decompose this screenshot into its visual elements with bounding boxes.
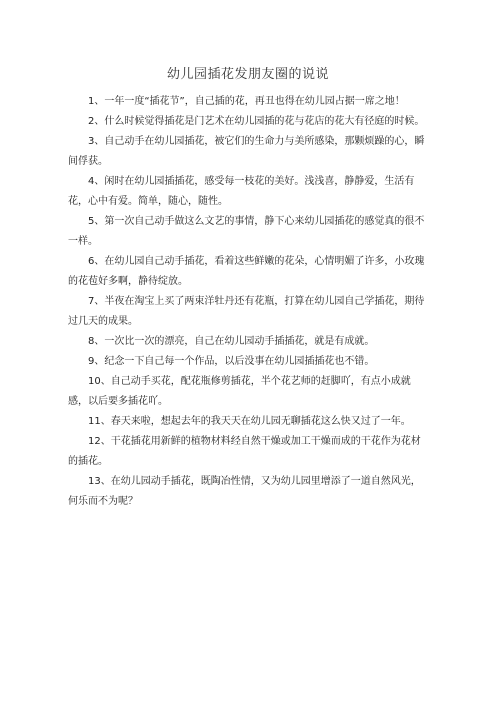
list-item: 3、自己动手在幼儿园插花，被它们的生命力与美所感染，那颗烦躁的心，瞬间俘获。 [68, 136, 425, 167]
list-item: 10、自己动手买花，配花瓶修剪插花，半个花艺师的赶脚吖，有点小成就感，以后要多插花吖。 [68, 376, 411, 407]
list-item: 4、闲时在幼儿园插插花，感受每一枝花的美好。浅浅喜，静静爱，生活有花，心中有爱。简单，随心，随性。 [68, 176, 415, 207]
list-item: 13、在幼儿园动手插花，既陶冶性情，又为幼儿园里增添了一道自然风光，何乐而不为呢？ [68, 476, 421, 507]
document-title: 幼儿园插花发朋友圈的说说 [166, 67, 329, 82]
list-item: 5、第一次自己动手做这么文艺的事情，静下心来幼儿园插花的感觉真的很不一样。 [68, 216, 425, 247]
list-item: 9、纪念一下自己每一个作品，以后没事在幼儿园插插花也不错。 [88, 356, 375, 367]
list-item: 12、干花插花用新鲜的植物材料经自然干燥或加工干燥而成的干花作为花材的插花。 [68, 436, 421, 467]
list-item: 8、一次比一次的漂亮，自己在幼儿园动手插插花，就是有成就。 [88, 336, 375, 347]
list-item: 2、什么时候觉得插花是门艺术在幼儿园插的花与花店的花大有径庭的时候。 [88, 116, 425, 127]
list-item: 11、春天来啦，想起去年的我天天在幼儿园无聊插花这么快又过了一年。 [88, 416, 411, 427]
list-item: 6、在幼儿园自己动手插花，看着这些鲜嫩的花朵，心情明媚了许多，小玫瑰的花苞好多啊，静待绽放。 [68, 256, 425, 287]
list-item: 7、半夜在淘宝上买了两束洋牡丹还有花瓶，打算在幼儿园自己学插花，期待过几天的成果。 [68, 296, 425, 327]
document-body [68, 92, 430, 512]
list-item: 1、一年一度“插花节”，自己插的花，再丑也得在幼儿园占据一席之地！ [88, 96, 405, 107]
